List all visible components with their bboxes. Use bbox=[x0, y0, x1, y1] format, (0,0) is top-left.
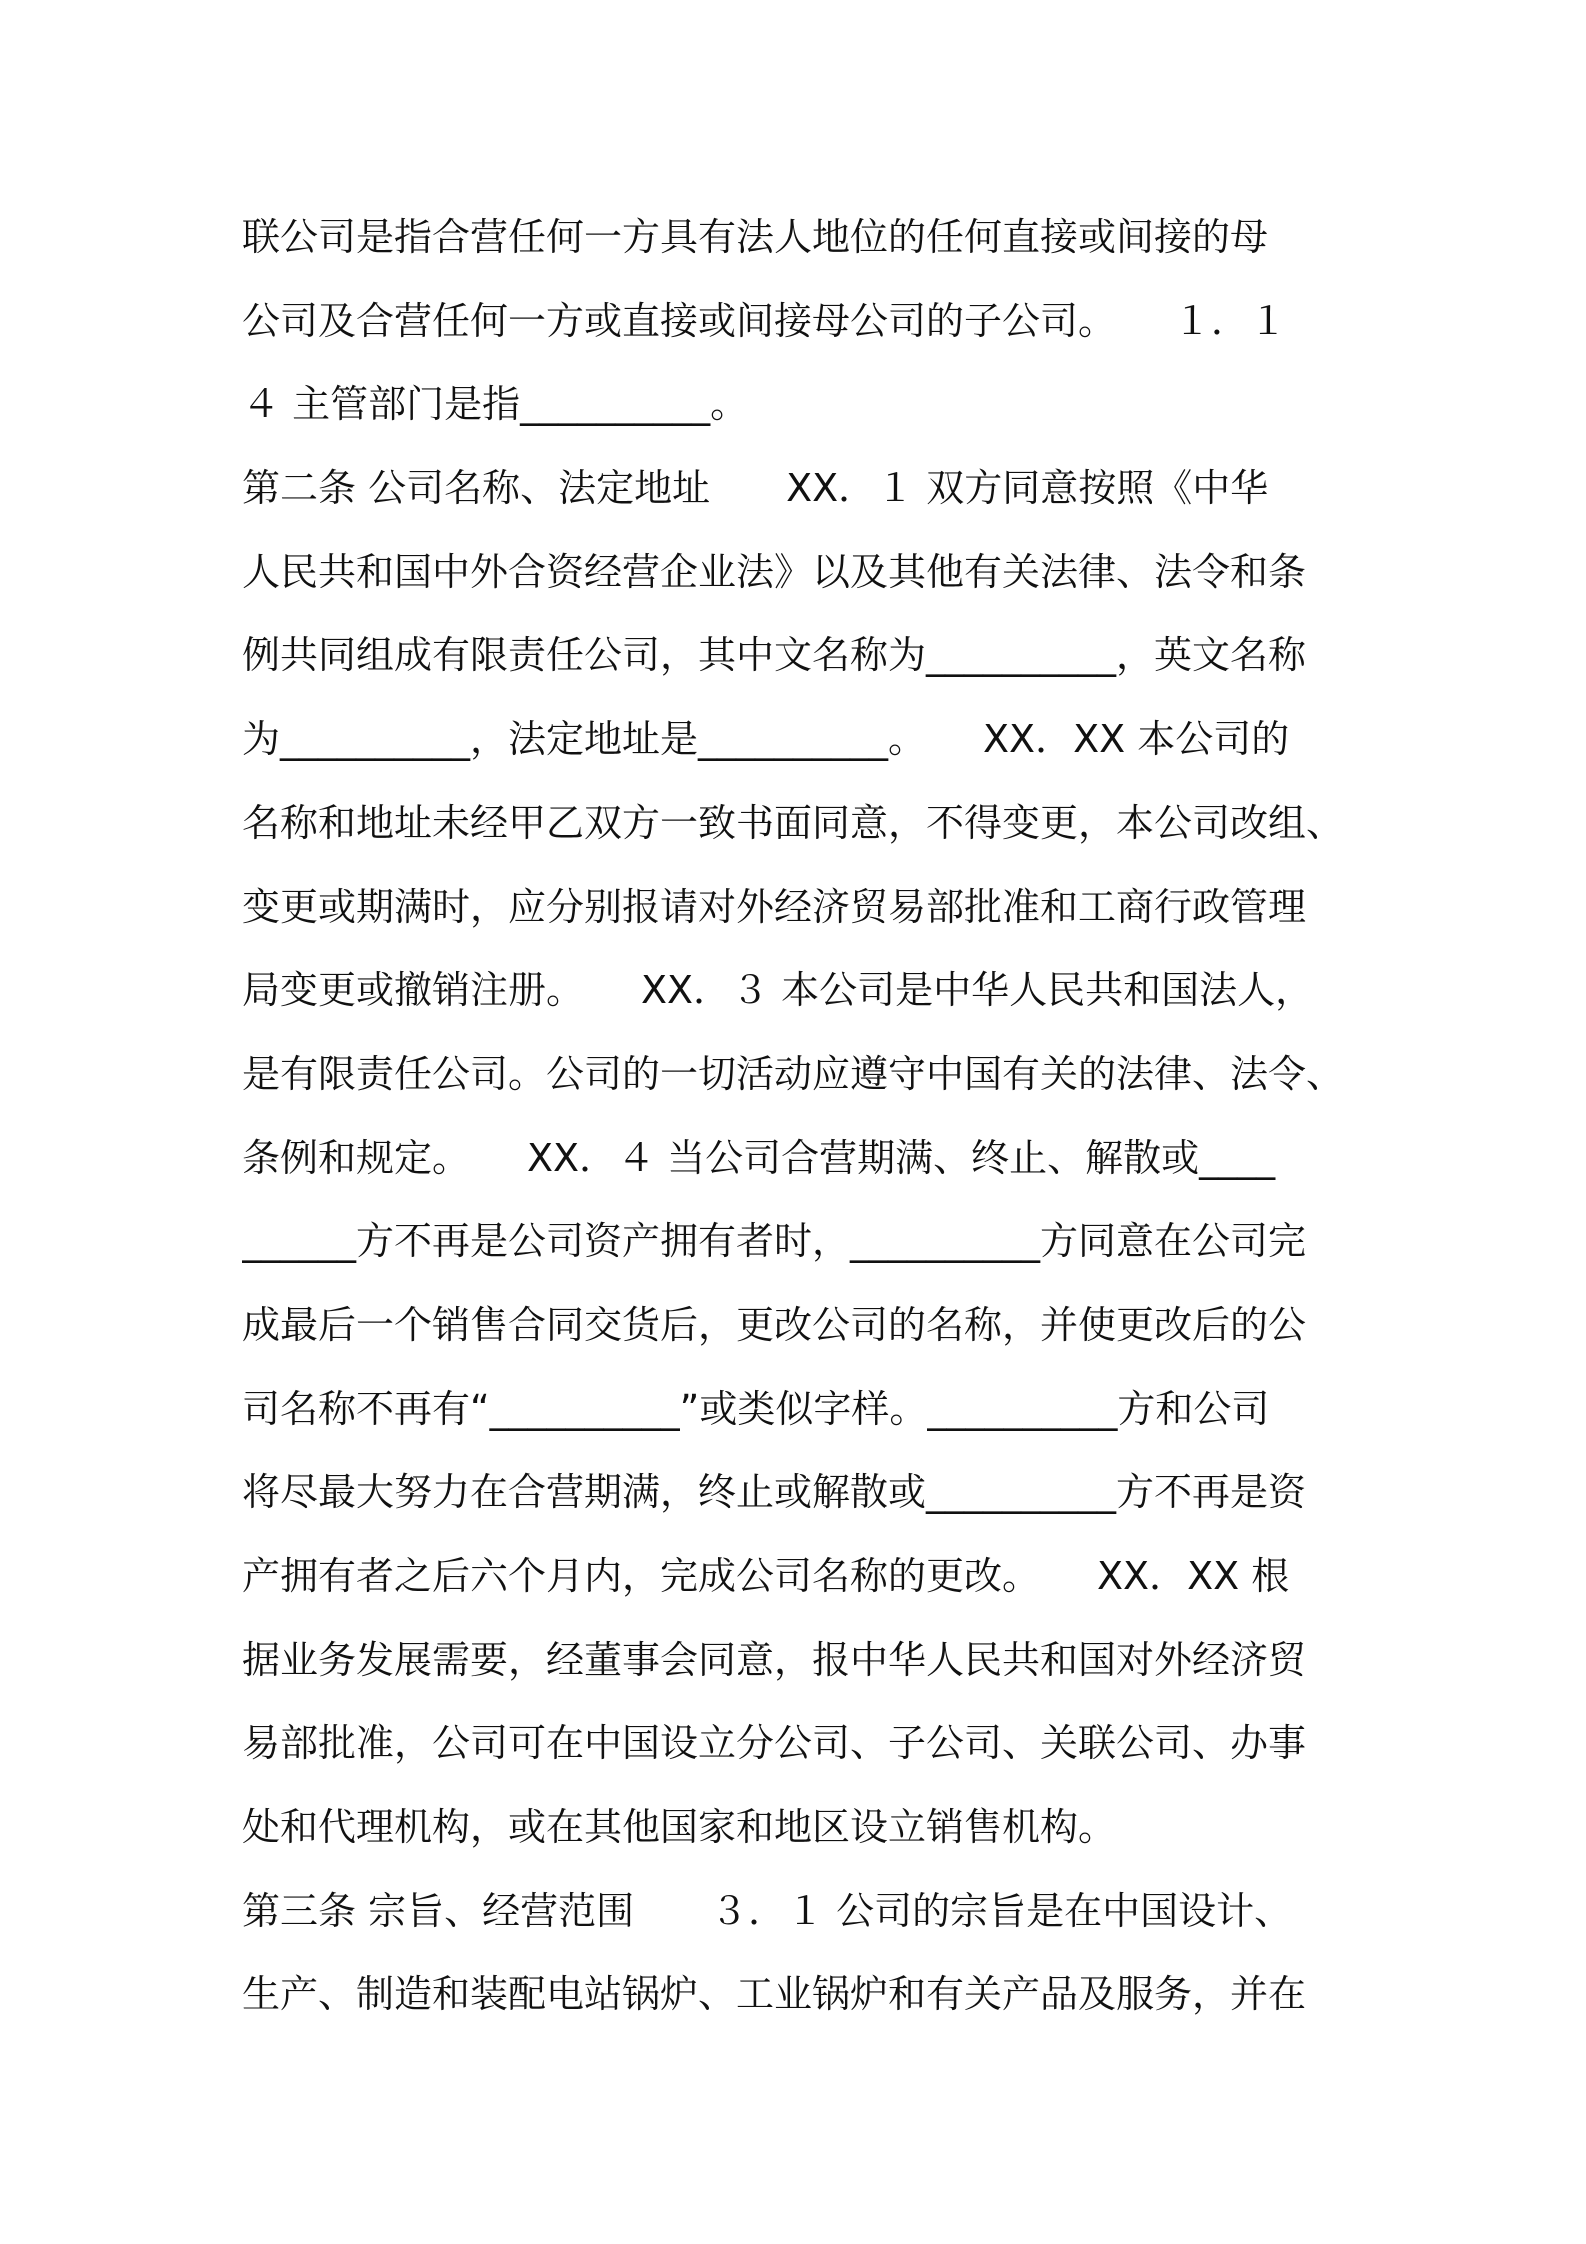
document-body bbox=[242, 196, 1357, 2037]
text-line: 成最后一个销售合同交货后，更改公司的名称，并使更改后的公 bbox=[242, 1302, 1307, 1347]
text-line: 将尽最大努力在合营期满，终止或解散或__________方不再是资 bbox=[242, 1470, 1307, 1515]
text-line: 产拥有者之后六个月内，完成公司名称的更改。 XX．XX 根 bbox=[242, 1554, 1290, 1598]
text-line: 第三条 宗旨、经营范围 ３．１ 公司的宗旨是在中国设计、 bbox=[242, 1888, 1293, 1933]
text-line: 司名称不再有“__________”或类似字样。__________方和公司 bbox=[242, 1386, 1270, 1431]
text-line: 是有限责任公司。公司的一切活动应遵守中国有关的法律、法令、 bbox=[242, 1051, 1345, 1096]
text-line: 第二条 公司名称、法定地址 XX．１ 双方同意按照《中华 bbox=[242, 466, 1269, 511]
text-line: 条例和规定。 XX．４ 当公司合营期满、终止、解散或____ bbox=[242, 1135, 1276, 1180]
text-line: 生产、制造和装配电站锅炉、工业锅炉和有关产品及服务，并在 bbox=[242, 1972, 1307, 2017]
text-line: 公司及合营任何一方或直接或间接母公司的子公司。 １．１ bbox=[242, 298, 1288, 343]
text-line: 据业务发展需要，经董事会同意，报中华人民共和国对外经济贸 bbox=[242, 1637, 1307, 1682]
text-line: 变更或期满时，应分别报请对外经济贸易部批准和工商行政管理 bbox=[242, 884, 1307, 929]
text-line: 处和代理机构，或在其他国家和地区设立销售机构。 bbox=[242, 1805, 1117, 1850]
text-line: 联公司是指合营任何一方具有法人地位的任何直接或间接的母 bbox=[242, 215, 1269, 259]
text-line: ４ 主管部门是指__________。 bbox=[242, 382, 749, 427]
text-line: ______方不再是公司资产拥有者时，__________方同意在公司完 bbox=[242, 1219, 1307, 1264]
text-line: 易部批准，公司可在中国设立分公司、子公司、关联公司、办事 bbox=[242, 1721, 1307, 1766]
text-line: 为__________，法定地址是__________。 XX．XX 本公司的 bbox=[242, 717, 1290, 762]
text-line: 例共同组成有限责任公司，其中文名称为__________，英文名称 bbox=[242, 633, 1307, 678]
text-line: 名称和地址未经甲乙双方一致书面同意，不得变更，本公司改组、 bbox=[242, 800, 1345, 845]
text-line: 人民共和国中外合资经营企业法》以及其他有关法律、法令和条 bbox=[242, 549, 1307, 594]
text-line: 局变更或撤销注册。 XX．３ 本公司是中华人民共和国法人， bbox=[242, 968, 1314, 1013]
